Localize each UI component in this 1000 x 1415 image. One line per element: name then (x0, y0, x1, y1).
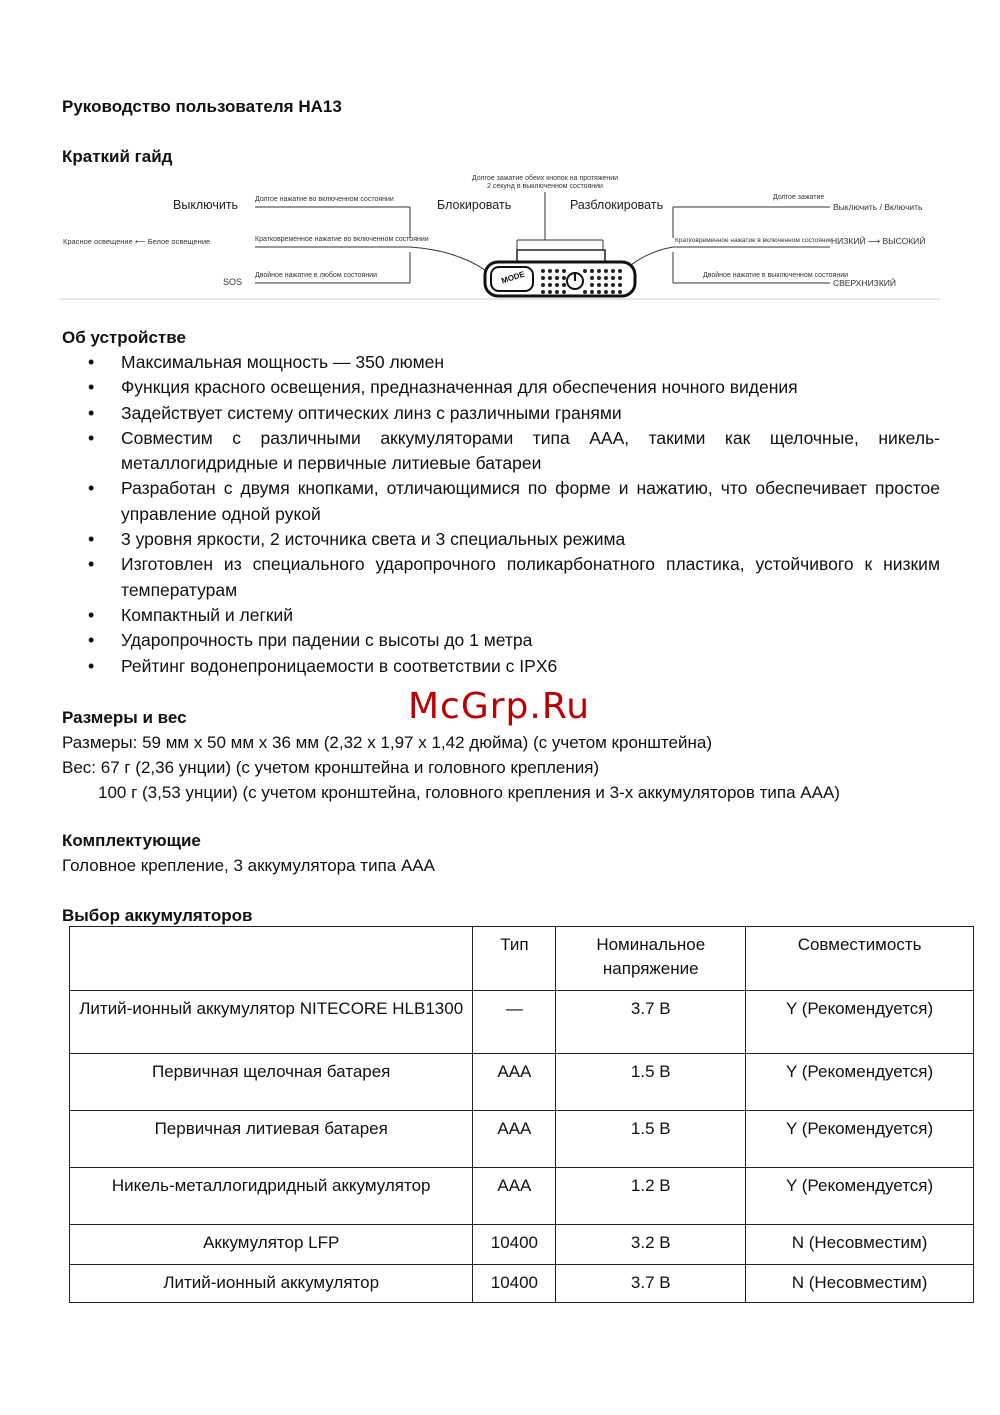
diagram-right-power: Выключить / Включить (833, 202, 923, 212)
diagram-top-note-2: 2 секунд в выключенном состоянии (487, 183, 603, 190)
watermark: McGrp.Ru (408, 686, 591, 727)
list-item: • Изготовлен из специального ударопрочного поликарбонатного пластика, устойчивого к низким температурам (62, 552, 940, 603)
batteries-heading: Выбор аккумуляторов (62, 906, 253, 925)
battery-table (69, 926, 974, 1303)
table-cell: Y (Рекомендуется) (746, 1111, 974, 1168)
diagram-left-color-note: Кратковременное нажатие во включенном состоянии (255, 236, 429, 243)
list-item: • Функция красного освещения, предназначенная для обеспечения ночного видения (62, 375, 940, 400)
table-cell: 1.5 В (556, 1111, 746, 1168)
table-row (70, 1225, 974, 1265)
table-cell: Первичная литиевая батарея (70, 1111, 473, 1168)
table-cell: 10400 (473, 1265, 556, 1303)
table-cell: AAA (473, 1168, 556, 1225)
diagram-left-off: Выключить (173, 198, 239, 212)
diagram-right-ultra: СВЕРХНИЗКИЙ (833, 278, 896, 288)
table-cell: 1.5 В (556, 1054, 746, 1111)
list-item: • Компактный и легкий (62, 603, 940, 628)
table-cell: Литий-ионный аккумулятор NITECORE HLB1300 (70, 991, 473, 1054)
list-item: • Совместим с различными аккумуляторами типа AAA, такими как щелочные, никель-металлогидридные и первичные литиевые батареи (62, 426, 940, 477)
diagram-left-color: Красное освещение ⟵ Белое освещение (63, 237, 211, 246)
table-cell: 3.7 В (556, 1265, 746, 1303)
diagram-left-sos-note: Двойное нажатие в любом состоянии (255, 272, 378, 279)
diagram-right-ultra-note: Двойное нажатие в выключенном состоянии (703, 272, 849, 279)
table-header: Тип (473, 927, 556, 991)
table-cell: AAA (473, 1111, 556, 1168)
table-cell: 3.2 В (556, 1225, 746, 1265)
table-cell: AAA (473, 1054, 556, 1111)
table-row (70, 991, 974, 1054)
diagram-right-level: НИЗКИЙ ⟶ ВЫСОКИЙ (831, 236, 926, 246)
quick-guide-diagram (55, 170, 945, 302)
accessories-text: Головное крепление, 3 аккумулятора типа AAA (62, 856, 435, 875)
dimensions-size: Размеры: 59 мм x 50 мм x 36 мм (2,32 x 1,97 x 1,42 дюйма) (с учетом кронштейна) (62, 733, 712, 752)
list-item: • Разработан с двумя кнопками, отличающимися по форме и нажатию, что обеспечивает простое управление одной рукой (62, 476, 940, 527)
table-cell: 10400 (473, 1225, 556, 1265)
list-item: • Задействует систему оптических линз с различными гранями (62, 401, 940, 426)
table-cell: N (Несовместим) (746, 1265, 974, 1303)
diagram-lock-label: Блокировать (437, 198, 512, 212)
table-header: Совместимость (746, 927, 974, 991)
list-item: • 3 уровня яркости, 2 источника света и 3 специальных режима (62, 527, 940, 552)
dimensions-heading: Размеры и вес (62, 708, 187, 727)
table-cell: Y (Рекомендуется) (746, 991, 974, 1054)
list-item: • Рейтинг водонепроницаемости в соответствии с IPX6 (62, 654, 940, 679)
page-title: Руководство пользователя HA13 (62, 97, 342, 116)
mode-button-label: MODE (500, 269, 526, 286)
table-cell: N (Несовместим) (746, 1225, 974, 1265)
table-cell: Y (Рекомендуется) (746, 1054, 974, 1111)
table-cell: Никель-металлогидридный аккумулятор (70, 1168, 473, 1225)
dimensions-weight-2: 100 г (3,53 унции) (с учетом кронштейна, головного крепления и 3-х аккумуляторов типа AAA) (98, 783, 840, 802)
table-cell: 3.7 В (556, 991, 746, 1054)
table-cell: Y (Рекомендуется) (746, 1168, 974, 1225)
diagram-left-sos: SOS (223, 277, 243, 287)
accessories-heading: Комплектующие (62, 831, 201, 850)
table-header: Номинальное напряжение (556, 927, 746, 991)
list-item: • Максимальная мощность — 350 люмен (62, 350, 940, 375)
diagram-right-power-note: Долгое зажатие (773, 194, 825, 201)
table-cell: Литий-ионный аккумулятор (70, 1265, 473, 1303)
diagram-unlock-label: Разблокировать (570, 198, 664, 212)
table-header (70, 927, 473, 991)
feature-list (62, 350, 940, 679)
table-cell: Первичная щелочная батарея (70, 1054, 473, 1111)
table-header-row (70, 927, 974, 991)
table-cell: Аккумулятор LFP (70, 1225, 473, 1265)
quick-guide-heading: Краткий гайд (62, 147, 173, 166)
table-row (70, 1168, 974, 1225)
list-item: • Ударопрочность при падении с высоты до 1 метра (62, 628, 940, 653)
table-row (70, 1111, 974, 1168)
dimensions-weight-1: Вес: 67 г (2,36 унции) (с учетом кронштейна и головного крепления) (62, 758, 600, 777)
about-heading: Об устройстве (62, 328, 186, 347)
diagram-right-level-note: Кратковременное нажатие в включенном состоянии (675, 237, 833, 244)
diagram-left-off-note: Долгое нажатие во включенном состоянии (255, 196, 394, 203)
diagram-top-note-1: Долгое зажатие обеих кнопок на протяжении (471, 175, 619, 182)
table-row (70, 1054, 974, 1111)
power-icon (567, 273, 583, 289)
table-cell: — (473, 991, 556, 1054)
table-cell: 1.2 В (556, 1168, 746, 1225)
table-row (70, 1265, 974, 1303)
